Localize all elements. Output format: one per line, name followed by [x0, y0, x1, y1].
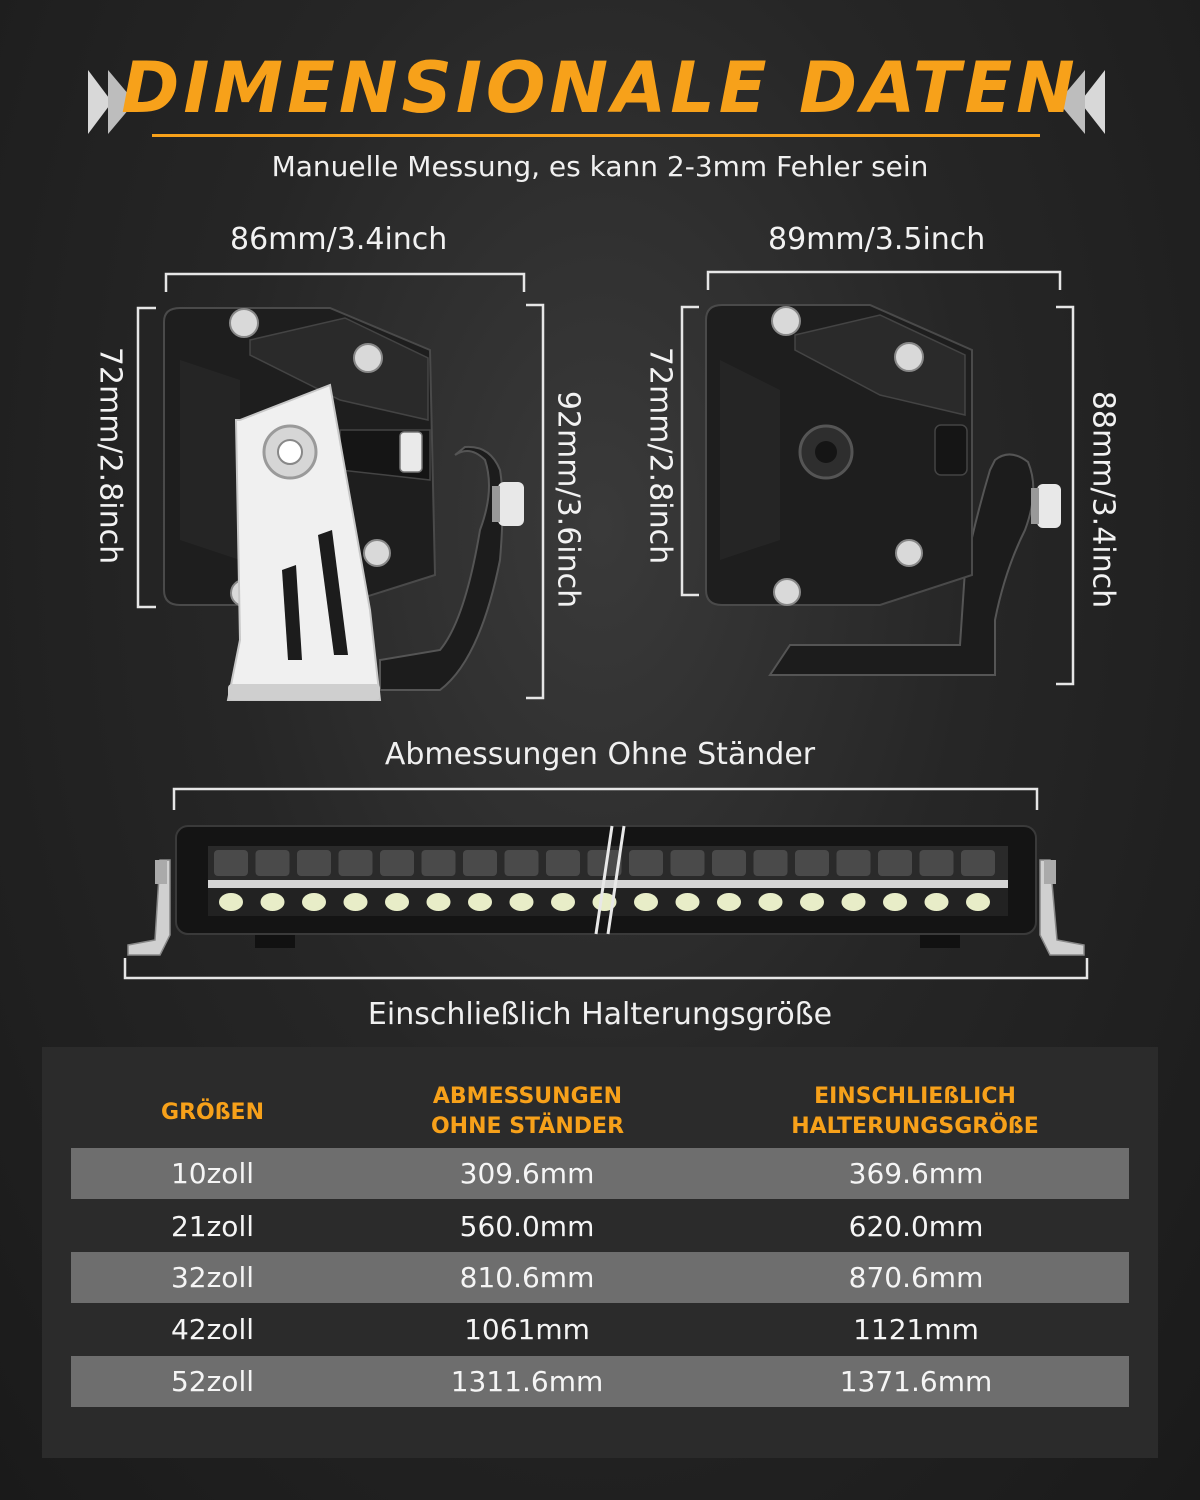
without-stand-cell: 560.0mm [459, 1210, 595, 1243]
right-height-label: 72mm/2.8inch [642, 346, 678, 565]
led-cell [214, 850, 248, 876]
subtitle: Manuelle Messung, es kann 2-3mm Fehler sein [271, 150, 929, 183]
led-lamp [676, 893, 700, 911]
led-lamp [717, 893, 741, 911]
table-row [71, 1304, 1129, 1355]
led-cell [463, 850, 497, 876]
left-height-label: 72mm/2.8inch [92, 346, 128, 565]
led-cell [961, 850, 995, 876]
led-cell [920, 850, 954, 876]
led-lamp [925, 893, 949, 911]
led-lamp [842, 893, 866, 911]
right-width-label: 89mm/3.5inch [768, 222, 986, 257]
led-lamp [385, 893, 409, 911]
led-cell [795, 850, 829, 876]
table-header-with-bracket: EINSCHLIEßLICH HALTERUNGSGRÖßE [791, 1084, 1039, 1139]
without-stand-cell: 1311.6mm [450, 1365, 604, 1398]
led-cell [422, 850, 456, 876]
table-header-size: GRÖßEN [161, 1100, 264, 1125]
left-total-height-label: 92mm/3.6inch [550, 390, 586, 609]
led-lamp [966, 893, 990, 911]
led-lamp [759, 893, 783, 911]
bar-top-caption: Abmessungen Ohne Ständer [384, 737, 816, 772]
led-lamp [551, 893, 575, 911]
led-lamp [800, 893, 824, 911]
with-bracket-cell: 1371.6mm [839, 1365, 993, 1398]
led-lamp [510, 893, 534, 911]
led-cell [671, 850, 705, 876]
led-lamp [261, 893, 285, 911]
without-stand-cell: 309.6mm [459, 1157, 595, 1190]
with-bracket-cell: 1121mm [853, 1313, 979, 1346]
led-cell [629, 850, 663, 876]
led-cell [256, 850, 290, 876]
led-cell [297, 850, 331, 876]
left-width-label: 86mm/3.4inch [230, 222, 448, 257]
with-bracket-cell: 870.6mm [848, 1261, 984, 1294]
led-cell [380, 850, 414, 876]
led-lamp [344, 893, 368, 911]
led-cell [837, 850, 871, 876]
size-cell: 32zoll [170, 1261, 254, 1294]
size-cell: 10zoll [170, 1157, 254, 1190]
page-title: DIMENSIONALE DATEN [121, 47, 1079, 129]
size-cell: 21zoll [170, 1210, 254, 1243]
without-stand-cell: 810.6mm [459, 1261, 595, 1294]
led-cell [712, 850, 746, 876]
table-row [71, 1201, 1129, 1252]
led-cell [546, 850, 580, 876]
size-cell: 42zoll [170, 1313, 254, 1346]
led-lamp [427, 893, 451, 911]
led-cell [339, 850, 373, 876]
table-header-without-stand: ABMESSUNGEN OHNE STÄNDER [430, 1084, 625, 1139]
led-lamp [883, 893, 907, 911]
size-cell: 52zoll [170, 1365, 254, 1398]
led-lamp [302, 893, 326, 911]
without-stand-cell: 1061mm [464, 1313, 590, 1346]
table-row [71, 1356, 1129, 1407]
led-lamp [634, 893, 658, 911]
bar-bottom-caption: Einschließlich Halterungsgröße [367, 997, 833, 1032]
table-row [71, 1252, 1129, 1303]
table-row [71, 1148, 1129, 1199]
with-bracket-cell: 620.0mm [848, 1210, 984, 1243]
led-cell [754, 850, 788, 876]
right-total-height-label: 88mm/3.4inch [1085, 390, 1121, 609]
led-lamp [468, 893, 492, 911]
with-bracket-cell: 369.6mm [848, 1157, 984, 1190]
led-cell [505, 850, 539, 876]
led-cell [878, 850, 912, 876]
led-lamp [219, 893, 243, 911]
